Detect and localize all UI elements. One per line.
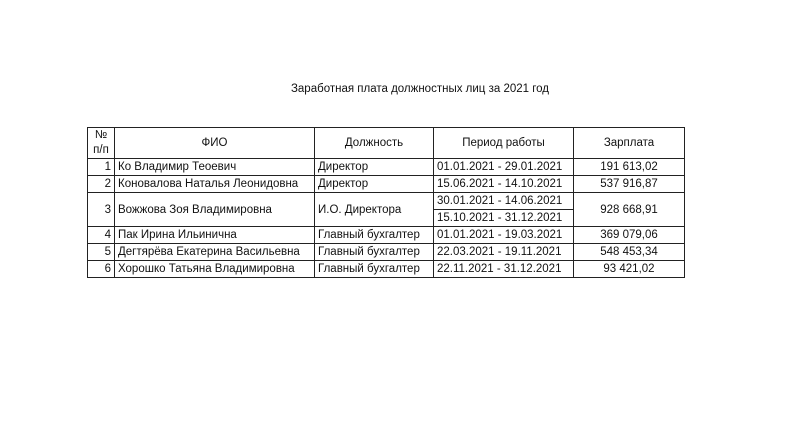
header-num: № п/п (88, 128, 115, 159)
row-salary: 928 668,91 (574, 193, 685, 227)
row-number: 4 (88, 227, 115, 244)
header-position: Должность (315, 128, 434, 159)
row-number: 3 (88, 193, 115, 227)
row-period: 15.10.2021 - 31.12.2021 (434, 210, 574, 227)
row-period: 22.11.2021 - 31.12.2021 (434, 261, 574, 278)
row-number: 1 (88, 159, 115, 176)
row-salary: 537 916,87 (574, 176, 685, 193)
row-fio: Хорошко Татьяна Владимировна (115, 261, 315, 278)
header-salary: Зарплата (574, 128, 685, 159)
row-period: 01.01.2021 - 29.01.2021 (434, 159, 574, 176)
header-fio: ФИО (115, 128, 315, 159)
row-number: 2 (88, 176, 115, 193)
row-period: 22.03.2021 - 19.11.2021 (434, 244, 574, 261)
row-fio: Ко Владимир Теоевич (115, 159, 315, 176)
row-fio: Пак Ирина Ильинична (115, 227, 315, 244)
row-salary: 548 453,34 (574, 244, 685, 261)
row-period: 30.01.2021 - 14.06.2021 (434, 193, 574, 210)
table-row (88, 193, 685, 210)
row-period: 15.06.2021 - 14.10.2021 (434, 176, 574, 193)
salary-table (87, 127, 685, 278)
table-row (88, 244, 685, 261)
row-position: И.О. Директора (315, 193, 434, 227)
row-fio: Дегтярёва Екатерина Васильевна (115, 244, 315, 261)
row-number: 6 (88, 261, 115, 278)
table-header-row (88, 128, 685, 159)
row-position: Главный бухгалтер (315, 244, 434, 261)
row-position: Главный бухгалтер (315, 227, 434, 244)
row-fio: Коновалова Наталья Леонидовна (115, 176, 315, 193)
row-fio: Вожжова Зоя Владимировна (115, 193, 315, 227)
row-position: Директор (315, 159, 434, 176)
header-period: Период работы (434, 128, 574, 159)
row-position: Директор (315, 176, 434, 193)
row-number: 5 (88, 244, 115, 261)
row-period: 01.01.2021 - 19.03.2021 (434, 227, 574, 244)
table-row (88, 176, 685, 193)
document-title: Заработная плата должностных лиц за 2021 год (290, 83, 550, 95)
row-salary: 191 613,02 (574, 159, 685, 176)
table-row (88, 159, 685, 176)
table-row (88, 227, 685, 244)
row-salary: 369 079,06 (574, 227, 685, 244)
table-row (88, 261, 685, 278)
row-position: Главный бухгалтер (315, 261, 434, 278)
row-salary: 93 421,02 (574, 261, 685, 278)
